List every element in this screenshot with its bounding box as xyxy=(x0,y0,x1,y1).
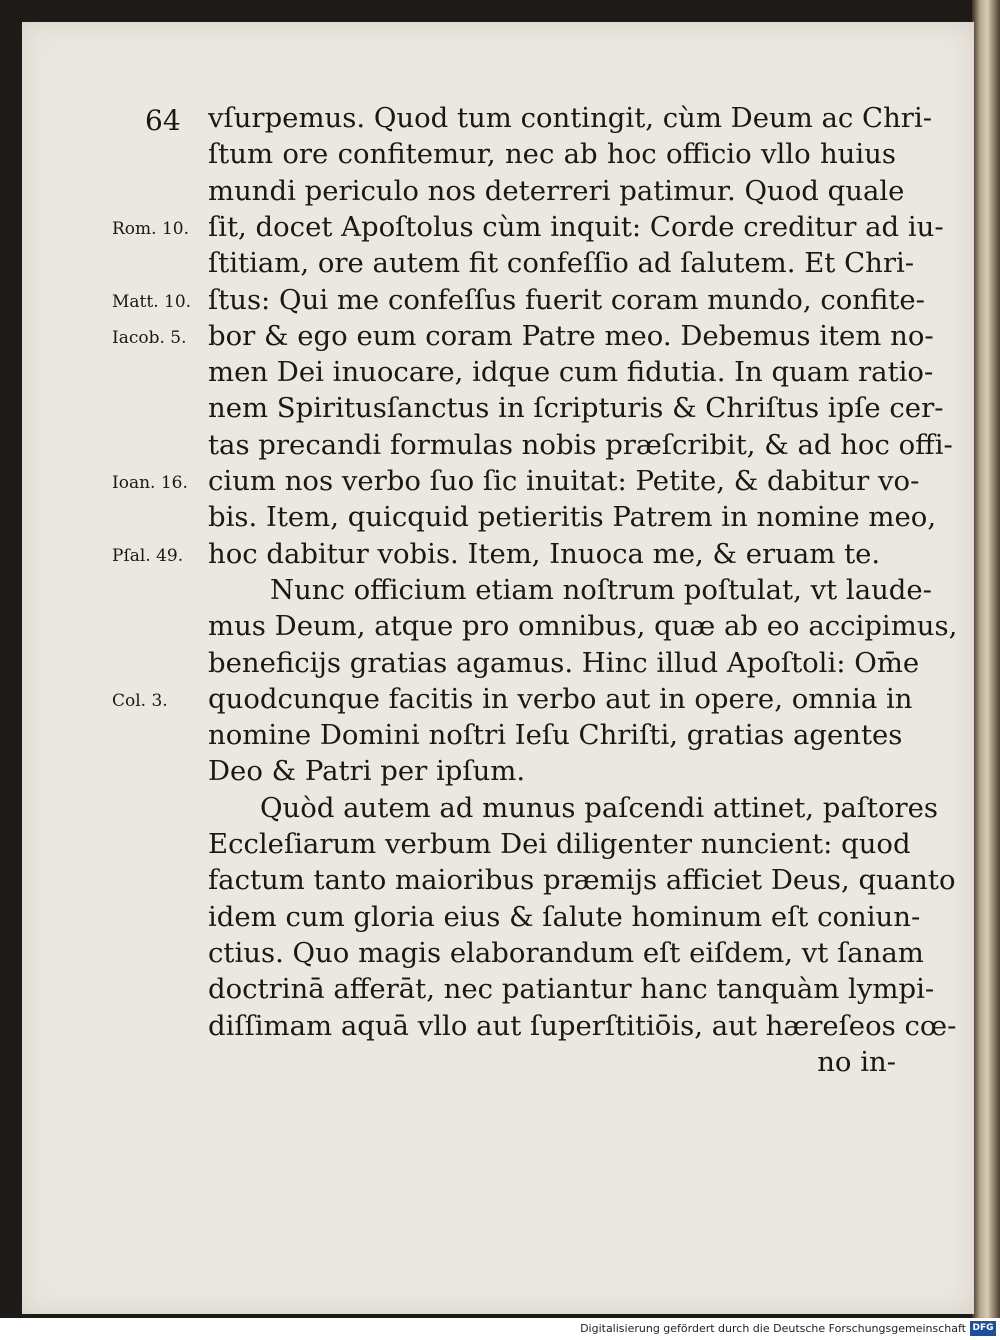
text-line: quodcunque facitis in verbo aut in opere, omnia in xyxy=(208,682,913,715)
text-line: hoc dabitur vobis. Item, Inuoca me, & eruam te. xyxy=(208,537,881,570)
dfg-logo: DFG xyxy=(970,1321,996,1336)
text-line: ſtus: Qui me confeſſus fuerit coram mundo, confite- xyxy=(208,283,925,316)
text-line: nem Spiritusſanctus in ſcripturis & Chriſtus ipſe cer- xyxy=(208,392,944,425)
text-line: ſtum ore confitemur, nec ab hoc officio vllo huius xyxy=(208,138,896,171)
page-number: 64 xyxy=(145,104,181,137)
text-line: no in- xyxy=(817,1045,896,1078)
text-line: idem cum gloria eius & ſalute hominum eſt coniun- xyxy=(208,900,921,933)
margin-note: Matt. 10. xyxy=(112,291,192,312)
text-line: beneficijs gratias agamus. Hinc illud Apoſtoli: Om̄e xyxy=(208,646,920,679)
text-line: mus Deum, atque pro omnibus, quæ ab eo accipimus, xyxy=(208,610,958,643)
text-line: bis. Item, quicquid petieritis Patrem in nomine meo, xyxy=(208,501,937,534)
text-line: nomine Domini noſtri Ieſu Chriſti, gratias agentes xyxy=(208,719,903,752)
text-line: ctius. Quo magis elaborandum eſt eiſdem, vt ſanam xyxy=(208,936,924,969)
text-line: Nunc officium etiam noſtrum poſtulat, vt laude- xyxy=(270,573,932,606)
text-line: Deo & Patri per ipſum. xyxy=(208,755,526,788)
text-line: vſurpemus. Quod tum contingit, cùm Deum ac Chri- xyxy=(208,102,933,134)
text-line: cium nos verbo ſuo ſic inuitat: Petite, & dabitur vo- xyxy=(208,465,920,497)
text-line: diſſimam aquā vllo aut ſuperſtitiōis, aut hæreſeos cœ- xyxy=(208,1009,957,1042)
footer-bar xyxy=(0,1318,1000,1340)
footer-credit: Digitalisierung gefördert durch die Deutsche Forschungsgemeinschaft xyxy=(580,1322,966,1335)
text-line: Quòd autem ad munus paſcendi attinet, paſtores xyxy=(260,791,939,824)
margin-note: Iacob. 5. xyxy=(112,327,187,348)
text-line: Eccleſiarum verbum Dei diligenter nuncient: quod xyxy=(208,828,911,860)
margin-note: Rom. 10. xyxy=(112,218,189,239)
text-line: doctrinā afferāt, nec patiantur hanc tanquàm lympi- xyxy=(208,973,935,1006)
margin-note: Pſal. 49. xyxy=(112,545,184,566)
margin-note: Col. 3. xyxy=(112,690,168,711)
text-line: factum tanto maioribus præmijs afficiet Deus, quanto xyxy=(208,864,956,897)
text-line: bor & ego eum coram Patre meo. Debemus item no- xyxy=(208,319,934,352)
margin-note: Ioan. 16. xyxy=(112,473,188,493)
text-line: ſtitiam, ore autem fit confeſſio ad ſalutem. Et Chri- xyxy=(208,247,915,280)
text-line: men Dei inuocare, idque cum fidutia. In quam ratio- xyxy=(208,356,934,389)
text-line: ſit, docet Apoſtolus cùm inquit: Corde creditur ad iu- xyxy=(208,210,944,243)
text-line: tas precandi formulas nobis præſcribit, & ad hoc offi- xyxy=(208,428,953,461)
book-edge xyxy=(972,0,1000,1318)
text-line: mundi periculo nos deterreri patimur. Quod quale xyxy=(208,174,905,207)
